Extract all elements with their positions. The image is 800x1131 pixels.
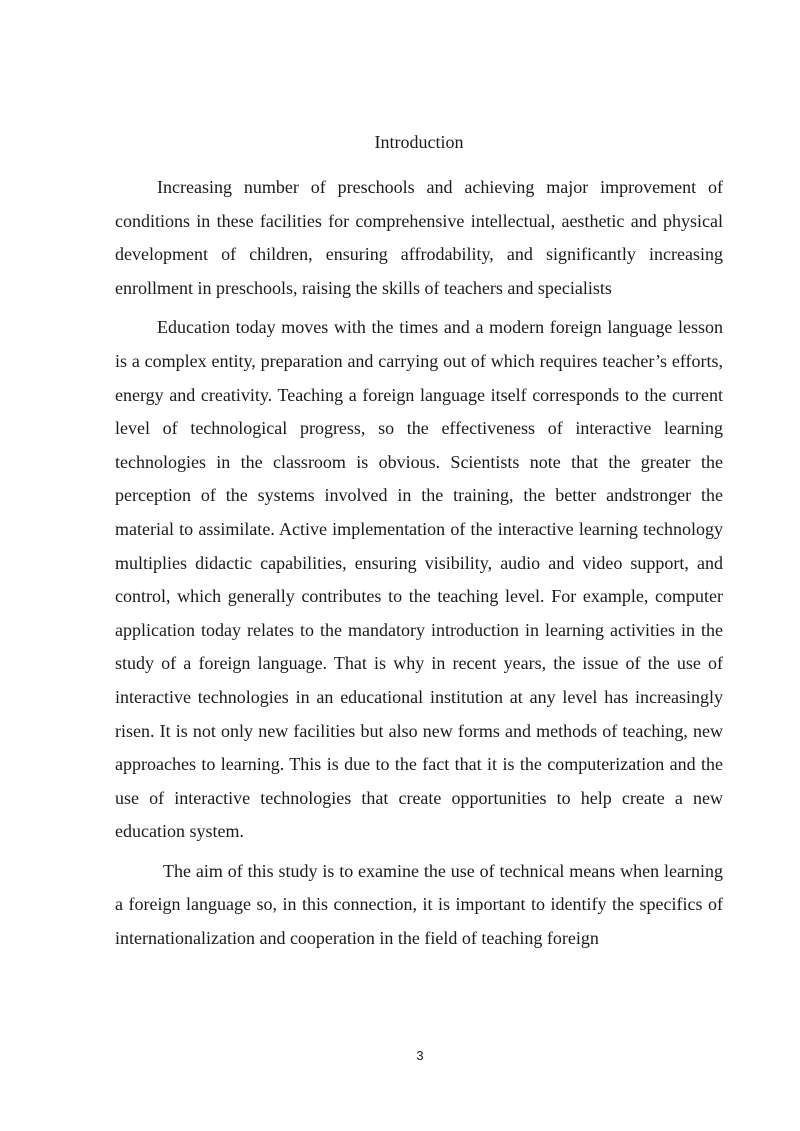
paragraph: Education today moves with the times and a modern foreign language lesson is a complex entity, preparation and carrying out of which requires teacher’s efforts, energy and creativity. Teaching a foreign language itself corresponds to the current level of technological progress, so the effectiveness of interactive learning technologies in the classroom is obvious. Scientists note that the greater the perception of the systems involved in the training, the better andstronger the material to assimilate. Active implementation of the interactive learning technology multiplies didactic capabilities, ensuring visibility, audio and video support, and control, which generally contributes to the teaching level. For example, computer application today relates to the mandatory introduction in learning activities in the study of a foreign language. That is why in recent years, the issue of the use of interactive technologies in an educational institution at any level has increasingly risen. It is not only new facilities but also new forms and methods of teaching, new approaches to learning. This is due to the fact that it is the computerization and the use of interactive technologies that create opportunities to help create a new education system. <box>115 317 723 842</box>
paragraph: Increasing number of preschools and achieving major improvement of conditions in these facilities for comprehensive intellectual, aesthetic and physical development of children, ensuring affrodability, and significantly increasing enrollment in preschools, raising the skills of teachers and specialists <box>115 177 723 298</box>
page-number: 3 <box>416 1048 424 1063</box>
section-title: Introduction <box>374 132 464 152</box>
body-text <box>115 171 723 962</box>
paragraph: The aim of this study is to examine the use of technical means when learning a foreign language so, in this connection, it is important to identify the specifics of internationalization and cooperation in the field of teaching foreign <box>115 860 723 949</box>
